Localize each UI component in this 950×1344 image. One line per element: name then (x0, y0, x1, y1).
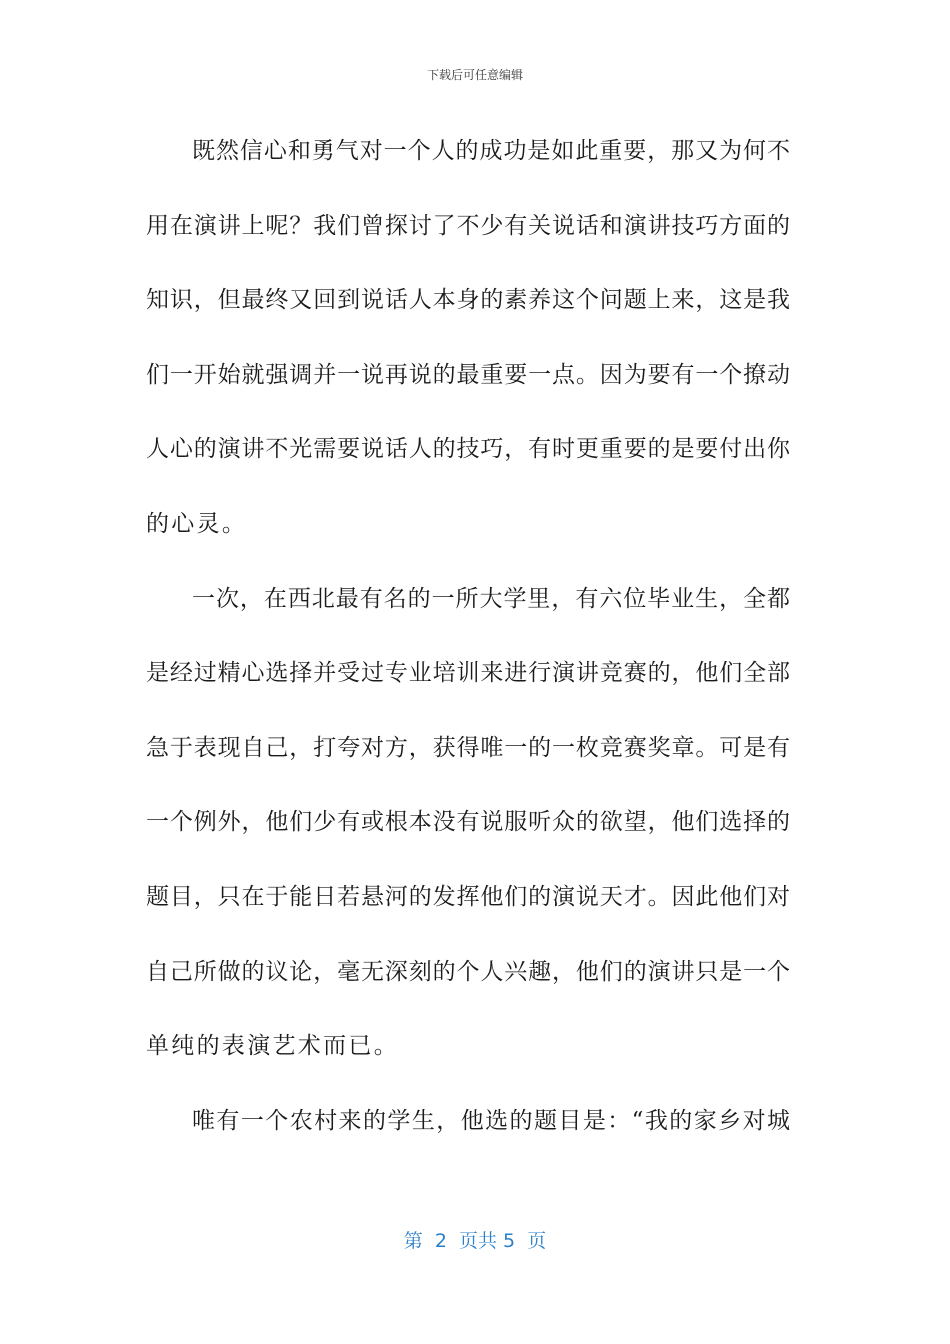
paragraph-2-line-6: 自己所做的议论，毫无深刻的个人兴趣，他们的演讲只是一个 (146, 958, 790, 985)
paragraph-3-line-1: 唯有一个农村来的学生，他选的题目是：“我的家乡对城 (192, 1107, 790, 1134)
paragraph-1-line-1: 既然信心和勇气对一个人的成功是如此重要，那又为何不 (192, 138, 790, 164)
paragraph-2-line-1: 一次，在西北最有名的一所大学里，有六位毕业生，全都 (192, 585, 790, 612)
paragraph-1-line-5: 人心的演讲不光需要说话人的技巧，有时更重要的是要付出你 (146, 436, 790, 463)
page-number-footer: 第 2 页共 5 页 (403, 1230, 547, 1252)
paragraph-2-line-2: 是经过精心选择并受过专业培训来进行演讲竞赛的，他们全部 (146, 660, 790, 687)
paragraph-1-line-3: 知识，但最终又回到说话人本身的素养这个问题上来，这是我 (146, 287, 790, 314)
paragraph-2-line-7: 单纯的表演艺术而已。 (146, 1033, 399, 1060)
paragraph-1-line-2: 用在演讲上呢？我们曾探讨了不少有关说话和演讲技巧方面的 (146, 212, 790, 239)
paragraph-2-line-4: 一个例外，他们少有或根本没有说服听众的欲望，他们选择的 (146, 809, 790, 836)
paragraph-2-line-3: 急于表现自己，打夸对方，获得唯一的一枚竞赛奖章。可是有 (146, 734, 790, 761)
paragraph-1-line-6: 的心灵。 (146, 510, 248, 537)
document-body (146, 114, 790, 1158)
paragraph-2-line-5: 题目，只在于能日若悬河的发挥他们的演说天才。因此他们对 (146, 883, 790, 910)
page-header-note: 下载后可任意编辑 (426, 68, 523, 82)
paragraph-1-line-4: 们一开始就强调并一说再说的最重要一点。因为要有一个撩动 (146, 361, 790, 388)
